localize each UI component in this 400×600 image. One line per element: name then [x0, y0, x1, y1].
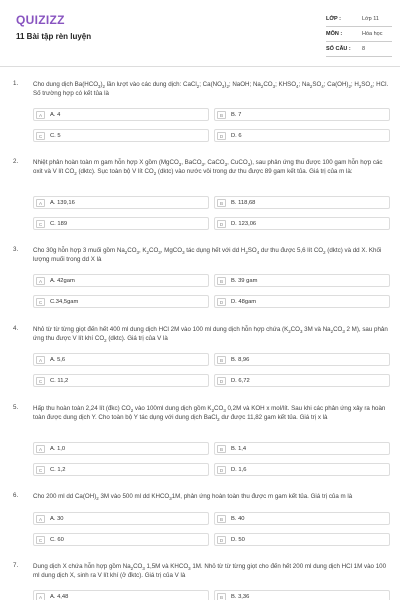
option-d[interactable] — [214, 129, 390, 142]
option-text: D. 6,72 — [231, 378, 250, 384]
option-letter: D — [217, 466, 226, 474]
option-a[interactable] — [33, 590, 209, 600]
option-c[interactable] — [33, 533, 209, 546]
question-text: Hấp thu hoàn toàn 2,24 lít (đkc) $CO_2$ vào 100ml dung dịch gồm $K_2CO_3$ 0,2M và KOH x mol/lít. Sau khi các phản ứng xảy ra hoàn toàn được dung dịch Y. Cho toàn bộ Y tác dụng với dung dịch BaCl$_2$ dư được 11,82 gam kết tủa. Giá trị x là — [33, 405, 386, 423]
option-c[interactable] — [33, 463, 209, 476]
option-a[interactable] — [33, 274, 209, 287]
option-letter: A — [36, 111, 45, 119]
meta-class-label: LỚP : — [326, 16, 341, 22]
option-text: C. 1,2 — [50, 467, 66, 473]
question-number: 6. — [13, 492, 19, 499]
option-letter: B — [217, 111, 226, 119]
question-number: 2. — [13, 158, 19, 165]
option-text: B. 7 — [231, 112, 242, 118]
question-text: Cho 30g hỗn hợp 3 muối gồm $Na_2CO_3$, $K_2CO_3$, MgCO$_3$ tác dụng hết với dd $H_2SO_4$ dư thu được 5,6 lít $CO_2$ (dktc) và dd X. Khối lượng muối trong dd X là — [33, 247, 382, 264]
option-text: D. 123,06 — [231, 221, 257, 227]
option-b[interactable] — [214, 196, 390, 209]
option-letter: A — [36, 445, 45, 453]
option-text: D. 6 — [231, 133, 242, 139]
meta-divider — [326, 56, 392, 57]
option-text: C.34,5gam — [50, 299, 79, 305]
meta-subject-label: MÔN : — [326, 31, 343, 37]
option-a[interactable] — [33, 353, 209, 366]
option-letter: D — [217, 298, 226, 306]
question-text: Nhỏ từ từ từng giọt đến hết 400 ml dung dịch HCl 2M vào 100 ml dung dịch hỗn hợp chứa ($K_2CO_3$ 3M và $Na_2CO_3$ 2 M), sau phản ứng thu được V lít khí $CO_2$ (dktc). Giá trị của V là — [33, 326, 388, 344]
option-letter: D — [217, 132, 226, 140]
question-text: Cho dung dịch $Ba(HCO_3)_2$ lần lượt vào các dung dịch: CaCl$_2$; $Ca(NO_3)_2$; NaOH; $Na_2CO_3$; $KHSO_4$; $Na_2SO_4$; $Ca(OH)_2$; $H_2SO_4$; HCl. Số trường hợp có kết tủa là — [33, 81, 389, 98]
option-d[interactable] — [214, 295, 390, 308]
question-text: Cho 200 ml dd $Ca(OH)_2$ 3M vào 500 ml dd $KHCO_31M$, phản ứng hoàn toàn thu được m gam kết tủa. Giá trị của m là — [33, 493, 353, 502]
option-a[interactable] — [33, 442, 209, 455]
option-text: A. 4 — [50, 112, 61, 118]
option-letter: A — [36, 199, 45, 207]
option-text: C. 189 — [50, 221, 68, 227]
option-text: A. 1,0 — [50, 446, 66, 452]
question-text: Dung dịch X chứa hỗn hợp gồm $Na_2CO_3$ 1,5M và $KHCO_3$ 1M. Nhỏ từ từ từng giọt cho đến hết 200 ml dung dịch HCl 1M vào 100 ml dung dịch X, sinh ra V lít khí (ở đktc). Giá trị của V là — [33, 563, 387, 580]
option-letter: B — [217, 199, 226, 207]
meta-divider — [326, 26, 392, 27]
option-b[interactable] — [214, 353, 390, 366]
option-d[interactable] — [214, 533, 390, 546]
meta-count-label: SỐ CÂU : — [326, 46, 351, 52]
option-letter: A — [36, 277, 45, 285]
option-c[interactable] — [33, 295, 209, 308]
option-a[interactable] — [33, 512, 209, 525]
meta-divider — [326, 41, 392, 42]
option-text: D. 1,6 — [231, 467, 247, 473]
option-text: B. 1,4 — [231, 446, 247, 452]
worksheet-header — [0, 0, 400, 62]
option-text: B. 39 gam — [231, 278, 258, 284]
option-text: A. 4,48 — [50, 594, 69, 600]
option-b[interactable] — [214, 590, 390, 600]
option-b[interactable] — [214, 108, 390, 121]
question-number: 7. — [13, 562, 19, 569]
meta-subject-value: Hóa học — [362, 31, 383, 37]
option-letter: C — [36, 220, 45, 228]
question-text: Nhiệt phân hoàn toàn m gam hỗn hợp X gồm (MgCO$_3$, BaCO$_3$, CaCO$_3$, CuCO$_3$), sau phản ứng thu được 100 gam hỗn hợp các oxit và V lít $CO_2$ (dktc). Sục toàn bộ V lít $CO_2$ (dktc) vào nước vôi trong dư thu được 89 gam kết tủa. Giá trị của m là: — [33, 159, 383, 177]
option-letter: B — [217, 515, 226, 523]
question-number: 1. — [13, 80, 19, 87]
meta-class-value: Lớp 11 — [362, 16, 379, 22]
option-letter: D — [217, 536, 226, 544]
question-number: 5. — [13, 404, 19, 411]
option-letter: C — [36, 536, 45, 544]
option-text: A. 139,16 — [50, 200, 75, 206]
header-divider — [0, 66, 400, 67]
question-number: 4. — [13, 325, 19, 332]
option-letter: A — [36, 356, 45, 364]
option-letter: B — [217, 593, 226, 600]
option-text: B. 3,36 — [231, 594, 250, 600]
worksheet-title: 11 Bài tập rèn luyện — [16, 32, 92, 41]
option-text: B. 8,96 — [231, 357, 250, 363]
option-c[interactable] — [33, 374, 209, 387]
option-a[interactable] — [33, 196, 209, 209]
option-text: D. 50 — [231, 537, 245, 543]
option-text: D. 48gam — [231, 299, 257, 305]
option-letter: B — [217, 277, 226, 285]
option-text: B. 118,68 — [231, 200, 256, 206]
option-letter: A — [36, 593, 45, 600]
option-c[interactable] — [33, 129, 209, 142]
option-letter: B — [217, 356, 226, 364]
option-d[interactable] — [214, 217, 390, 230]
option-text: A. 42gam — [50, 278, 75, 284]
option-text: C. 5 — [50, 133, 61, 139]
option-text: A. 5,6 — [50, 357, 66, 363]
option-d[interactable] — [214, 374, 390, 387]
option-letter: C — [36, 377, 45, 385]
option-letter: C — [36, 466, 45, 474]
option-b[interactable] — [214, 274, 390, 287]
meta-count-value: 8 — [362, 46, 366, 52]
option-text: A. 30 — [50, 516, 64, 522]
option-d[interactable] — [214, 463, 390, 476]
option-text: B. 40 — [231, 516, 245, 522]
option-c[interactable] — [33, 217, 209, 230]
option-a[interactable] — [33, 108, 209, 121]
option-text: C. 11,2 — [50, 378, 69, 384]
question-number: 3. — [13, 246, 19, 253]
option-letter: C — [36, 298, 45, 306]
option-letter: A — [36, 515, 45, 523]
option-b[interactable] — [214, 442, 390, 455]
option-letter: D — [217, 377, 226, 385]
option-text: C. 60 — [50, 537, 64, 543]
option-letter: C — [36, 132, 45, 140]
option-b[interactable] — [214, 512, 390, 525]
quizizz-logo: QUIZIZZ — [16, 13, 65, 27]
option-letter: D — [217, 220, 226, 228]
option-letter: B — [217, 445, 226, 453]
